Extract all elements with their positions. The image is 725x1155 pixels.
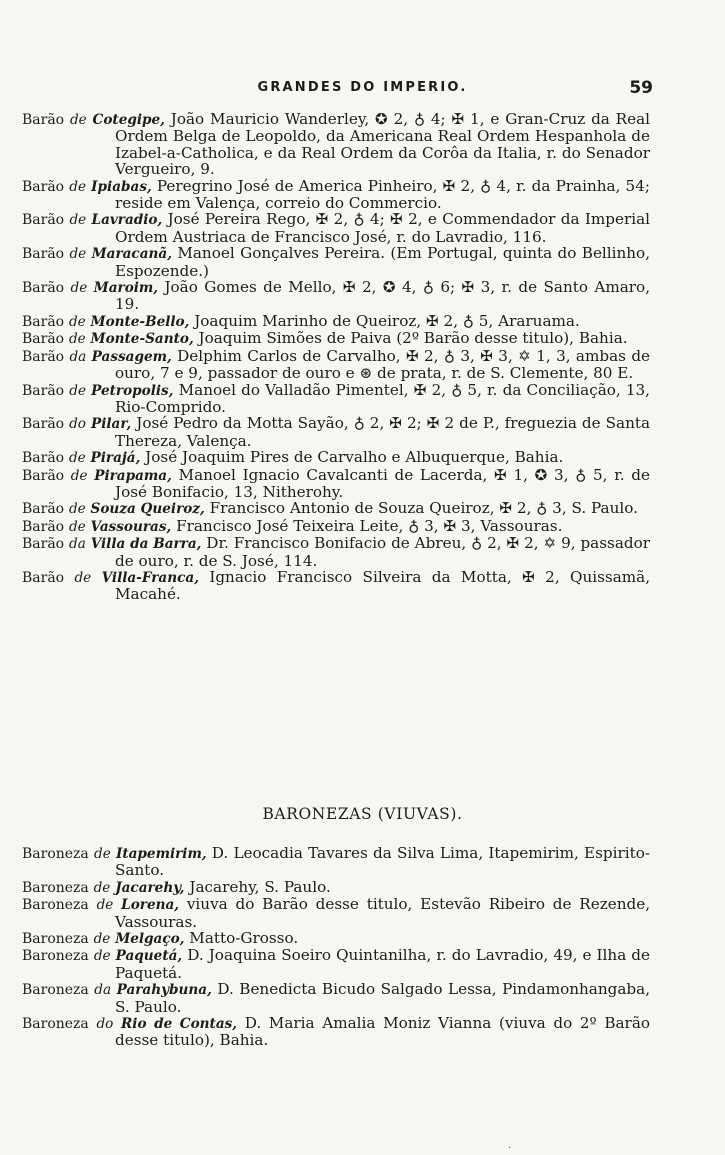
entry-text: Peregrino José de America Pinheiro, ✠ 2, ♁ 4, r. da Prainha, 54; reside em Valença, correio do Commercio. (115, 176, 650, 213)
entry-preposition: de (68, 501, 86, 518)
list-entry (0, 1015, 725, 1049)
entry-text: Matto-Grosso. (189, 929, 299, 948)
list-entry (0, 211, 725, 245)
entry-rank: Baroneza (22, 897, 89, 914)
entry-preposition: de (94, 846, 111, 862)
entry-rank: Baroneza (22, 879, 89, 896)
list-entry (0, 879, 725, 896)
entry-text: D. Benedicta Bicudo Salgado Lessa, Pindamonhangaba, S. Paulo. (115, 980, 651, 1016)
list-entry (0, 518, 725, 535)
entry-text: D. Leocadia Tavares da Silva Lima, Itapemirim, Espirito-Santo. (115, 844, 651, 880)
entry-preposition: de (68, 518, 86, 535)
entry-rank: Barão (22, 331, 65, 348)
entry-title: Parahybuna, (116, 982, 212, 999)
entry-text: João Gomes de Mello, ✠ 2, ✪ 4, ♁ 6; ✠ 3, r. de Santo Amaro, 19. (115, 278, 651, 314)
entry-preposition: de (96, 897, 114, 914)
entry-text: Ignacio Francisco Silveira da Motta, ✠ 2, Quissamã, Macahé. (115, 567, 651, 604)
entry-preposition: de (68, 450, 86, 467)
entry-text: José Joaquim Pires de Carvalho e Albuquerque, Bahia. (145, 448, 564, 467)
entry-text: viuva do Barão desse titulo, Estevão Ribeiro de Rezende, Vassouras. (115, 895, 651, 931)
entry-rank: Barão (22, 246, 65, 263)
entry-preposition: de (69, 212, 87, 229)
entry-preposition: do (69, 416, 86, 433)
entry-title: Passagem, (91, 348, 172, 365)
entry-text: Manoel do Valladão Pimentel, ✠ 2, ♁ 5, r. da Conciliação, 13, Rio-Comprido. (115, 380, 651, 416)
list-entry (0, 415, 725, 449)
page-foot-mark: · (508, 1143, 512, 1154)
entry-text: José Pedro da Motta Sayão, ♁ 2, ✠ 2; ✠ 2 de P., freguezia de Santa Thereza, Valença. (115, 414, 651, 450)
entry-rank: Baroneza (22, 931, 89, 948)
entry-title: Jacarehy, (115, 879, 185, 896)
entry-title: Maroim, (93, 280, 159, 297)
list-entry (0, 500, 725, 517)
entry-text: Joaquim Simões de Paiva (2º Barão desse titulo), Bahia. (198, 329, 628, 348)
list-entry (0, 845, 725, 879)
entry-preposition: de (69, 382, 86, 399)
running-head: GRANDES DO IMPERIO. (257, 80, 468, 95)
entry-text: João Mauricio Wanderley, ✪ 2, ♁ 4; ✠ 1, e Gran-Cruz da Real Ordem Belga de Leopoldo, da Americana Real Ordem Hespanhola de Izabel-a-Catholica, e da Real Ordem da Corôa da Italia, r. do Senador Vergueiro, 9. (115, 110, 651, 179)
entry-preposition: de (69, 178, 87, 195)
entry-preposition: de (93, 948, 111, 965)
entry-title: Itapemirim, (115, 846, 207, 862)
entry-title: Monte-Bello, (90, 313, 190, 330)
page-number: 59 (629, 78, 653, 98)
entry-title: Maracanã, (91, 246, 172, 263)
entry-preposition: da (94, 982, 112, 999)
entry-rank: Baroneza (22, 982, 89, 999)
list-entry (0, 467, 725, 501)
entry-text: D. Maria Amalia Moniz Vianna (viuva do 2º Barão desse titulo), Bahia. (115, 1014, 651, 1050)
entry-title: Melgaço, (115, 931, 185, 948)
list-entry (0, 330, 725, 347)
entry-title: Pirapama, (94, 467, 172, 484)
list-entry (0, 313, 725, 330)
entry-title: Lavradio, (91, 212, 163, 229)
barons-list (0, 111, 725, 603)
entry-text: Dr. Francisco Bonifacio de Abreu, ♁ 2, ✠ 2, ✡ 9, passador de ouro, r. de S. José, 114. (115, 534, 651, 570)
entry-title: Ipiabas, (91, 178, 152, 195)
entry-text: Manoel Ignacio Cavalcanti de Lacerda, ✠ 1, ✪ 3, ♁ 5, r. de José Bonifacio, 13, Nitherohy. (115, 465, 651, 501)
entry-text: D. Joaquina Soeiro Quintanilha, r. do Lavradio, 49, e Ilha de Paquetá. (115, 946, 651, 982)
entry-rank: Barão (22, 313, 65, 330)
list-entry (0, 947, 725, 981)
entry-title: Souza Queiroz, (90, 501, 205, 518)
entry-title: Pirajá, (90, 450, 141, 467)
list-entry (0, 930, 725, 947)
entry-rank: Barão (22, 569, 65, 586)
list-entry (0, 348, 725, 382)
entry-text: Francisco Antonio de Souza Queiroz, ✠ 2, ♁ 3, S. Paulo. (209, 499, 638, 518)
entry-title: Villa-Franca, (101, 569, 199, 586)
entry-rank: Baroneza (22, 1016, 89, 1033)
entry-rank: Barão (22, 212, 65, 229)
entry-title: Pilar, (91, 416, 132, 433)
entry-text: Delphim Carlos de Carvalho, ✠ 2, ♁ 3, ✠ 3, ✡ 1, 3, ambas de ouro, 7 e 9, passador de ouro e ⊛ de prata, r. de S. Clemente, 80 E. (115, 346, 651, 383)
list-entry (0, 111, 725, 178)
list-entry (0, 569, 725, 603)
section-heading: BARONEZAS (VIUVAS). (262, 805, 463, 823)
entry-rank: Baroneza (22, 846, 89, 862)
entry-title: Lorena, (121, 897, 180, 914)
entry-text: Jacarehy, S. Paulo. (189, 877, 331, 896)
entry-rank: Barão (22, 467, 65, 484)
entry-title: Monte-Santo, (90, 331, 194, 348)
entry-preposition: da (69, 536, 86, 553)
entry-preposition: de (93, 879, 111, 896)
entry-rank: Barão (22, 178, 65, 195)
entry-text: Joaquim Marinho de Queiroz, ✠ 2, ♁ 5, Araruama. (194, 311, 580, 330)
entry-text: José Pereira Rego, ✠ 2, ♁ 4; ✠ 2, e Commendador da Imperial Ordem Austriaca de Francisco José, r. do Lavradio, 116. (115, 210, 651, 246)
list-entry (0, 279, 725, 313)
entry-text: Francisco José Teixeira Leite, ♁ 3, ✠ 3, Vassouras. (176, 516, 563, 535)
list-entry (0, 535, 725, 569)
entry-rank: Barão (22, 382, 65, 399)
entry-preposition: de (68, 313, 86, 330)
entry-preposition: de (70, 280, 88, 297)
entry-rank: Barão (22, 518, 65, 535)
entry-preposition: do (96, 1016, 114, 1033)
entry-preposition: de (69, 112, 87, 128)
entry-preposition: de (69, 246, 87, 263)
entry-rank: Barão (22, 536, 65, 553)
entry-rank: Barão (22, 280, 65, 297)
entry-preposition: de (70, 467, 88, 484)
baronesses-list (0, 845, 725, 1049)
entry-rank: Barão (22, 450, 65, 467)
entry-rank: Barão (22, 501, 65, 518)
entry-title: Paquetá, (115, 948, 183, 965)
entry-rank: Barão (22, 348, 65, 365)
entry-rank: Baroneza (22, 948, 89, 965)
entry-title: Vassouras, (90, 518, 172, 535)
list-entry (0, 896, 725, 930)
entry-preposition: de (68, 331, 86, 348)
list-entry (0, 178, 725, 212)
entry-preposition: de (74, 569, 92, 586)
list-entry (0, 245, 725, 279)
entry-preposition: de (93, 931, 111, 948)
entry-title: Petropolis, (91, 382, 174, 399)
list-entry (0, 981, 725, 1015)
entry-title: Cotegipe, (92, 112, 165, 128)
entry-rank: Barão (22, 416, 65, 433)
entry-text: Manoel Gonçalves Pereira. (Em Portugal, quinta do Bellinho, Espozende.) (115, 244, 651, 280)
page-header (0, 80, 725, 104)
entry-title: Rio de Contas, (120, 1016, 238, 1033)
entry-preposition: da (69, 348, 87, 365)
list-entry (0, 382, 725, 416)
entry-title: Villa da Barra, (90, 536, 202, 553)
list-entry (0, 449, 725, 466)
entry-rank: Barão (22, 112, 65, 128)
